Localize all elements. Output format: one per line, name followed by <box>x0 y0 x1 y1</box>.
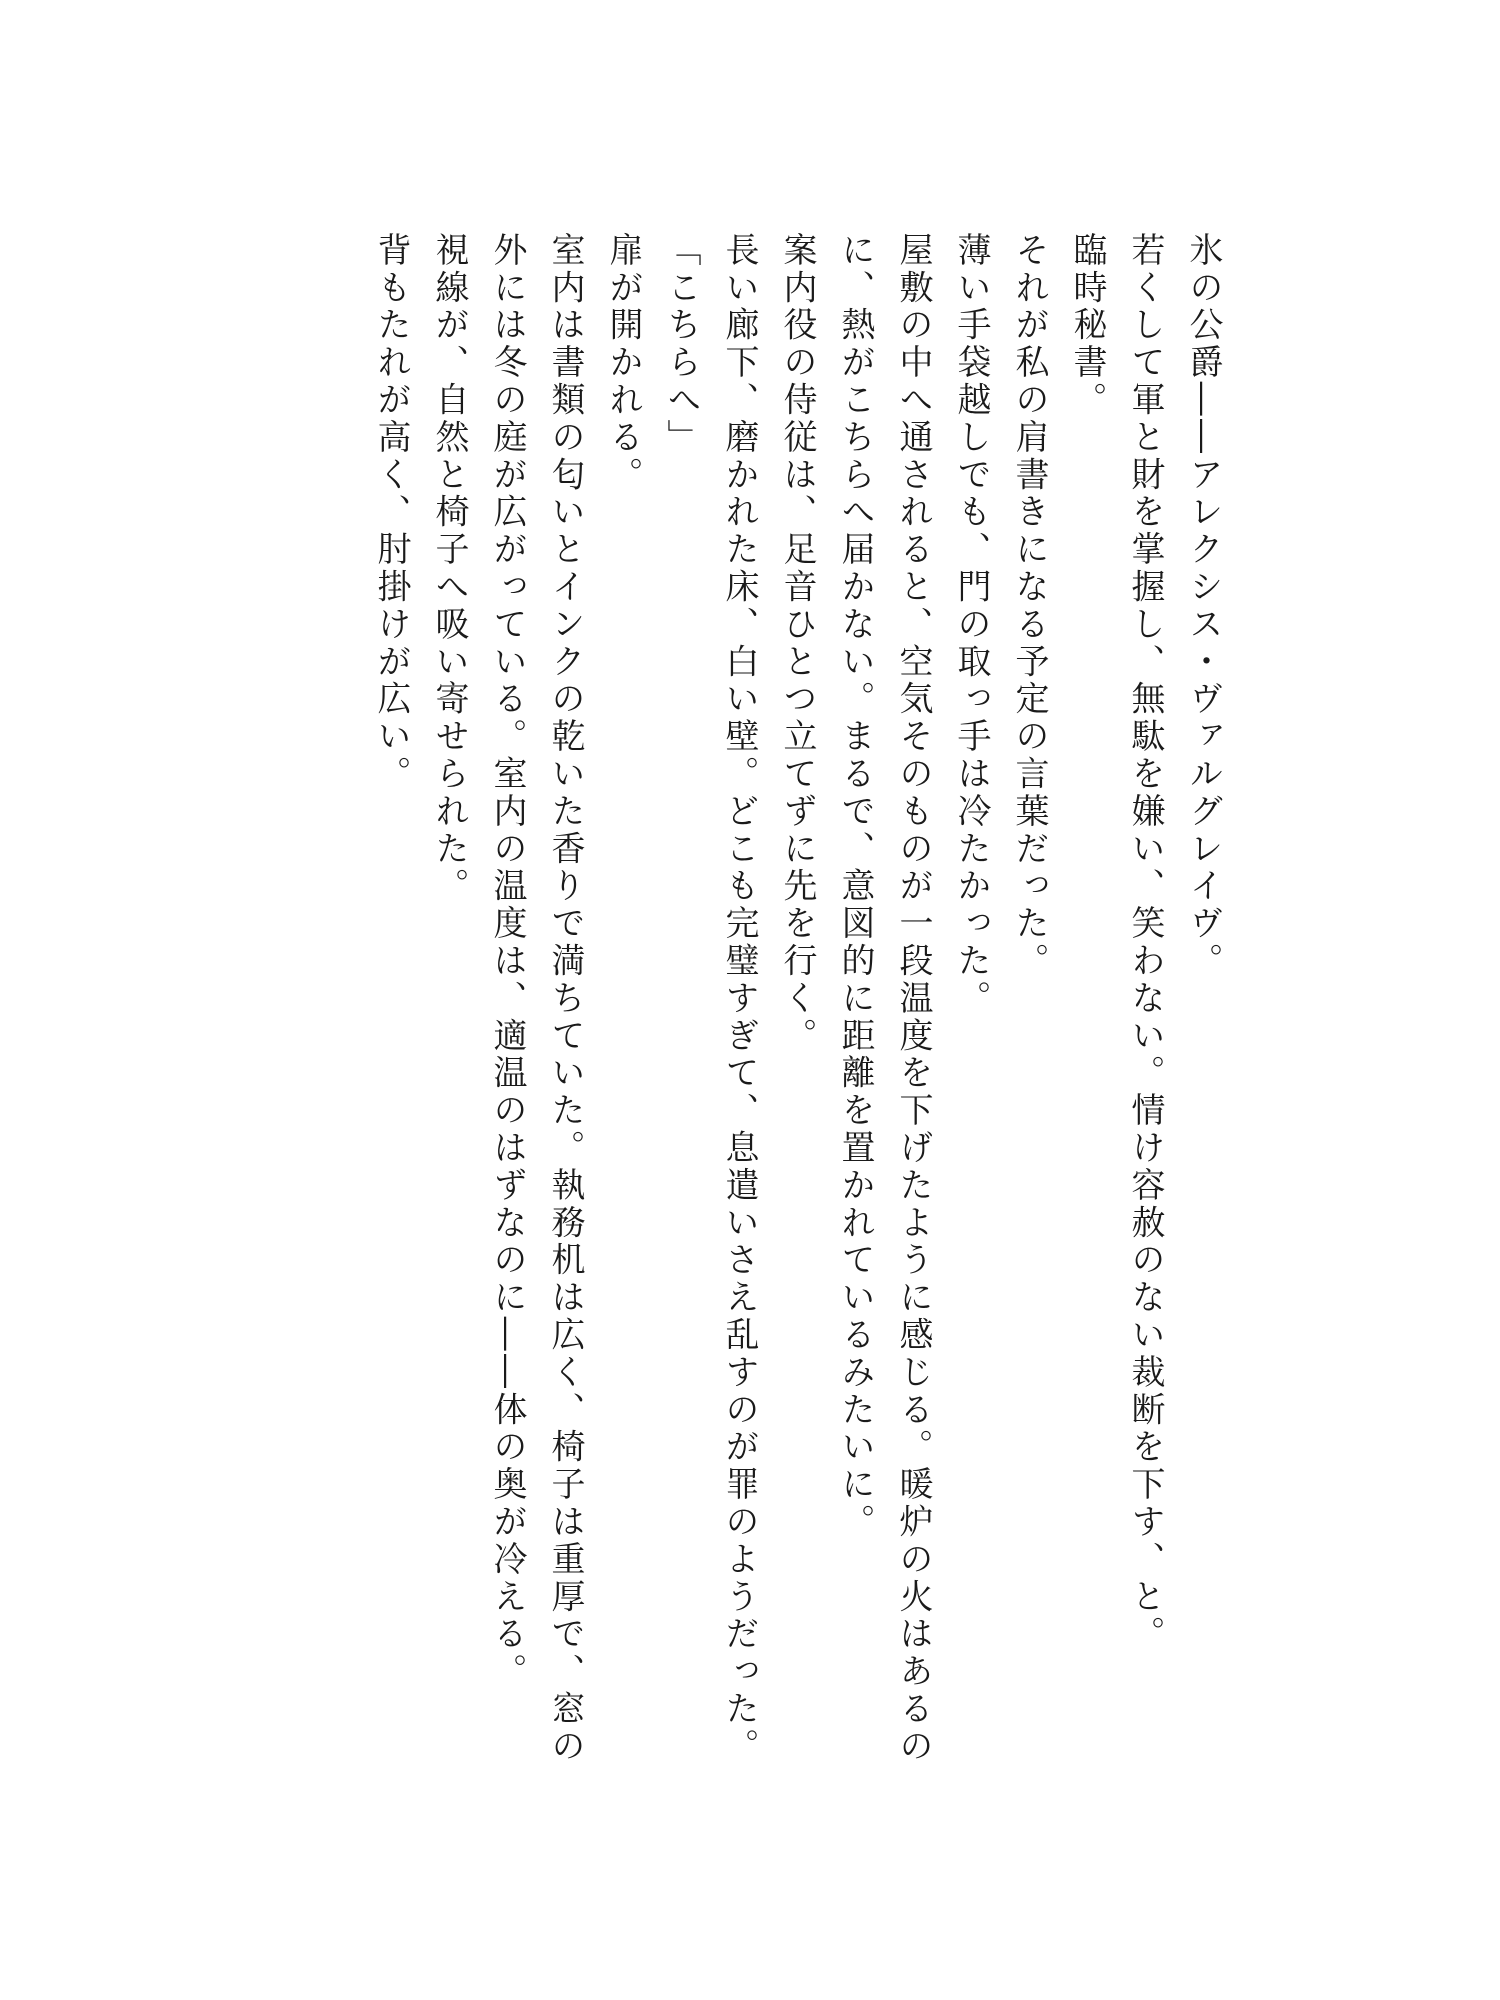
paragraph-7: 案内役の侍従は、足音ひとつ立てずに先を行く。 <box>777 232 817 1055</box>
paragraph-4: それが私の肩書きになる予定の言葉だった。 <box>1009 232 1049 980</box>
paragraph-13: 背もたれが高く、肘掛けが広い。 <box>371 232 411 793</box>
paragraph-5: 薄い手袋越しでも、門の取っ手は冷たかった。 <box>951 232 991 1018</box>
paragraph-8: 長い廊下、磨かれた床、白い壁。どこも完璧すぎて、息遣いさえ乱すのが罪のようだった。 <box>719 232 759 1766</box>
paragraph-10: 扉が開かれる。 <box>603 232 643 494</box>
vertical-text-body <box>362 232 1232 1792</box>
paragraph-12: 視線が、自然と椅子へ吸い寄せられた。 <box>429 232 469 906</box>
paragraph-9: 「こちらへ」 <box>661 232 701 457</box>
paragraph-11: 室内は書類の匂いとインクの乾いた香りで満ちていた。執務机は広く、椅子は重厚で、窓の外には冬の庭が広がっている。室内の温度は、適温のはずなのに――体の奥が冷える。 <box>487 232 585 1766</box>
paragraph-6: 屋敷の中へ通されると、空気そのものが一段温度を下げたように感じる。暖炉の火はあるのに、熱がこちらへ届かない。まるで、意図的に距離を置かれているみたいに。 <box>835 232 933 1766</box>
paragraph-2: 若くして軍と財を掌握し、無駄を嫌い、笑わない。情け容赦のない裁断を下す、と。 <box>1125 232 1165 1654</box>
paragraph-3: 臨時秘書。 <box>1067 232 1107 419</box>
paragraph-1: 氷の公爵――アレクシス・ヴァルグレイヴ。 <box>1183 232 1223 980</box>
